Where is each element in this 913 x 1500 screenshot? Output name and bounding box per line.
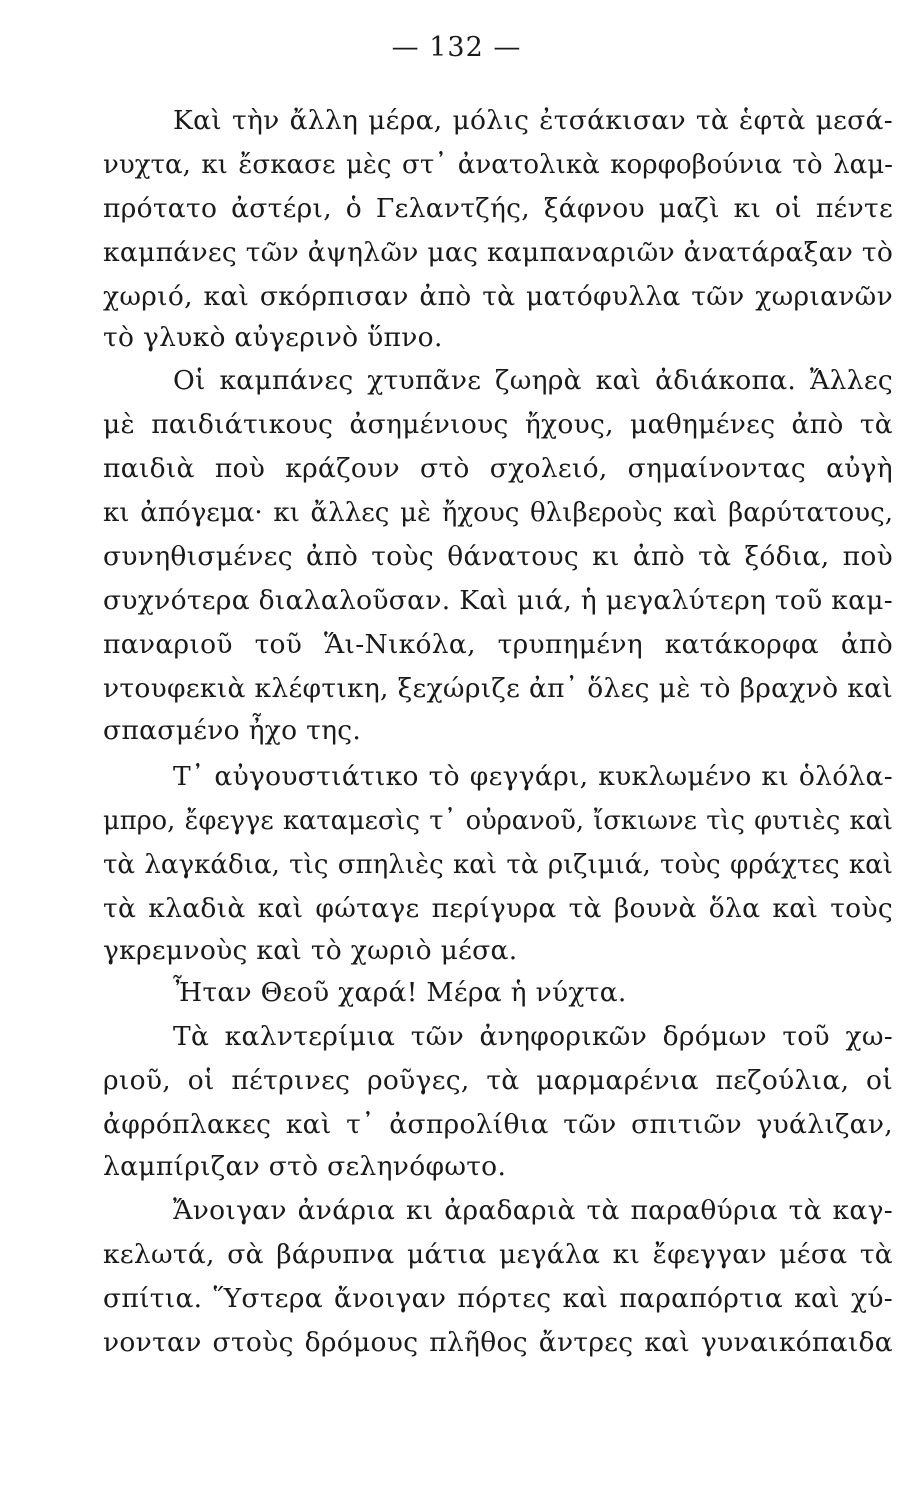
paragraph-line: παναριοῦ τοῦ Ἅι-Νικόλα, τρυπημένη κατάκορφα ἀπὸ: [103, 629, 893, 660]
paragraph-line: Οἱ καμπάνες χτυπᾶνε ζωηρὰ καὶ ἀδιάκοπα. Ἄλλες: [173, 365, 893, 396]
paragraph-line: νονταν στοὺς δρόμους πλῆθος ἄντρες καὶ γυναικόπαιδα: [103, 1327, 893, 1358]
paragraph-line: κελωτά, σὰ βάρυπνα μάτια μεγάλα κι ἔφεγγαν μέσα τὰ: [103, 1239, 893, 1270]
paragraph-line: Καὶ τὴν ἄλλη μέρα, μόλις ἐτσάκισαν τὰ ἑφτὰ μεσά-: [173, 105, 893, 136]
paragraph-line: Τὰ καλντερίμια τῶν ἀνηφορικῶν δρόμων τοῦ χω-: [173, 1021, 893, 1052]
paragraph-line: συνηθισμένες ἀπὸ τοὺς θάνατους κι ἀπὸ τὰ ξόδια, ποὺ: [103, 541, 893, 572]
paragraph-line: νυχτα, κι ἔσκασε μὲς στ᾽ ἀνατολικὰ κορφοβούνια τὸ λαμ-: [103, 150, 893, 180]
paragraph-line: γκρεμνοὺς καὶ τὸ χωριὸ μέσα.: [103, 935, 518, 966]
paragraph-line: σπασμένο ἦχο της.: [103, 715, 362, 746]
paragraph-line: μὲ παιδιάτικους ἀσημένιους ἤχους, μαθημένες ἀπὸ τὰ: [103, 409, 893, 440]
paragraph-line: σπίτια. Ὕστερα ἄνοιγαν πόρτες καὶ παραπόρτια καὶ χύ-: [103, 1283, 893, 1314]
paragraph-line: τὰ κλαδιὰ καὶ φώταγε περίγυρα τὰ βουνὰ ὅλα καὶ τοὺς: [103, 893, 893, 924]
paragraph-line: Ἦταν Θεοῦ χαρά! Μέρα ἡ νύχτα.: [173, 977, 627, 1008]
paragraph-line: κι ἀπόγεμα· κι ἄλλες μὲ ἤχους θλιβεροὺς καὶ βαρύτατους,: [103, 498, 893, 528]
paragraph-line: Τ᾽ αὐγουστιάτικο τὸ φεγγάρι, κυκλωμένο κι ὁλόλα-: [173, 761, 893, 792]
paragraph-line: μπρο, ἔφεγγε καταμεσὶς τ᾽ οὐρανοῦ, ἴσκιωνε τὶς φυτιὲς καὶ: [103, 806, 893, 836]
paragraph-line: πρότατο ἀστέρι, ὁ Γελαντζής, ξάφνου μαζὶ κι οἱ πέντε: [103, 193, 893, 224]
paragraph-line: λαμπίριζαν στὸ σεληνόφωτο.: [103, 1151, 507, 1182]
paragraph-line: χωριό, καὶ σκόρπισαν ἀπὸ τὰ ματόφυλλα τῶν χωριανῶν: [103, 281, 893, 312]
paragraph-line: καμπάνες τῶν ἀψηλῶν μας καμπαναριῶν ἀνατάραξαν τὸ: [103, 237, 894, 268]
paragraph-line: ἀφρόπλακες καὶ τ᾽ ἀσπρολίθια τῶν σπιτιῶν γυάλιζαν,: [103, 1109, 893, 1140]
page-number: — 132 —: [391, 32, 522, 63]
paragraph-line: τὰ λαγκάδια, τὶς σπηλιὲς καὶ τὰ ριζιμιά, τοὺς φράχτες καὶ: [103, 850, 893, 880]
paragraph-line: παιδιὰ ποὺ κράζουν στὸ σχολειό, σημαίνοντας αὐγὴ: [103, 453, 893, 484]
paragraph-line: ντουφεκιὰ κλέφτικη, ξεχώριζε ἀπ᾽ ὅλες μὲ τὸ βραχνὸ καὶ: [103, 673, 893, 704]
paragraph-line: συχνότερα διαλαλοῦσαν. Καὶ μιά, ἡ μεγαλύτερη τοῦ καμ-: [103, 585, 894, 616]
paragraph-line: ριοῦ, οἱ πέτρινες ροῦγες, τὰ μαρμαρένια πεζούλια, οἱ: [103, 1065, 893, 1096]
paragraph-line: τὸ γλυκὸ αὐγερινὸ ὕπνο.: [103, 322, 443, 353]
paragraph-line: Ἄνοιγαν ἀνάρια κι ἀραδαριὰ τὰ παραθύρια τὰ καγ-: [173, 1195, 893, 1226]
